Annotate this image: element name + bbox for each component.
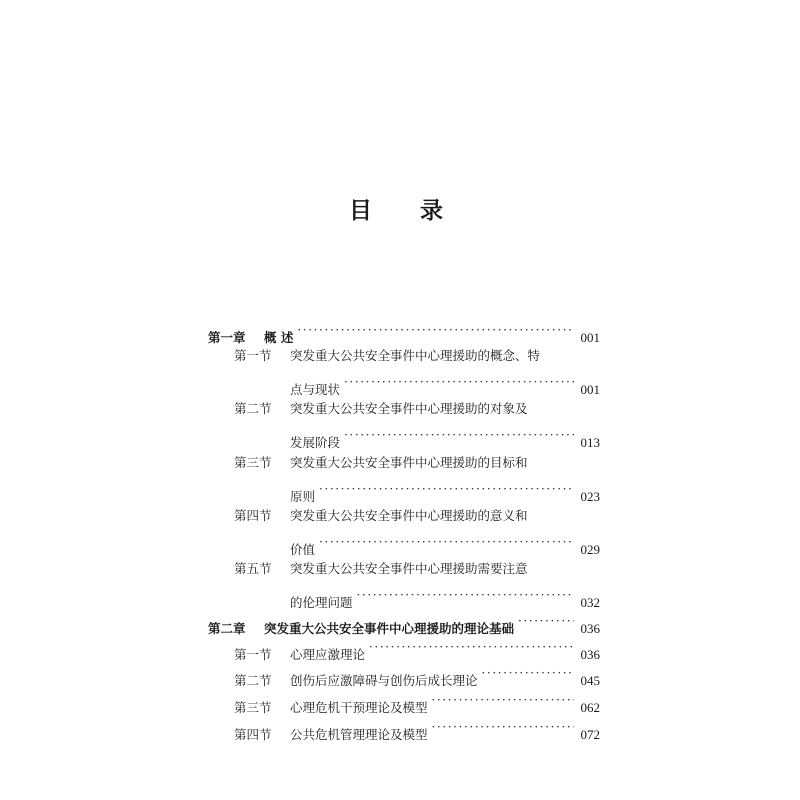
leader-dots [518,609,574,633]
page-number: 036 [580,621,600,636]
section-title-cont: 原则 [290,489,316,504]
leader-dots [297,318,574,342]
section-label: 第四节 [234,727,272,742]
toc-section-1-5[interactable] [208,557,600,581]
page-number: 045 [580,673,600,688]
toc-section-1-1[interactable] [208,344,600,368]
section-title-cont: 价值 [290,542,316,557]
toc-section-2-4[interactable] [208,715,600,742]
toc-chapter-1[interactable] [208,318,600,345]
toc-section-1-1-cont[interactable] [208,370,600,397]
section-title-cont: 点与现状 [290,382,341,397]
section-title: 创伤后应激障碍与创伤后成长理论 [290,673,478,688]
page-number: 072 [580,727,600,742]
toc-section-2-3[interactable] [208,688,600,715]
page-number: 001 [580,330,600,345]
toc-chapter-2[interactable] [208,609,600,636]
section-title: 突发重大公共安全事件中心理援助的目标和 [290,455,528,470]
section-title: 突发重大公共安全事件中心理援助的意义和 [290,508,528,523]
toc-section-1-5-cont[interactable] [208,583,600,610]
section-label: 第一节 [234,348,272,363]
page-number: 062 [580,700,600,715]
page-number: 023 [580,489,600,504]
leader-dots [344,370,574,394]
toc-section-1-4[interactable] [208,504,600,528]
section-title: 突发重大公共安全事件中心理援助的概念、特 [290,348,541,363]
leader-dots [432,715,574,739]
leader-dots [319,530,574,554]
page-title: 目 录 [348,198,463,224]
page-number: 036 [580,647,600,662]
leader-dots [344,423,574,447]
section-label: 第一节 [234,647,272,662]
toc-section-1-3[interactable] [208,451,600,475]
section-title: 公共危机管理理论及模型 [290,727,428,742]
section-label: 第二节 [234,673,272,688]
toc-section-1-2-cont[interactable] [208,423,600,450]
section-label: 第三节 [234,455,272,470]
leader-dots [369,635,574,659]
chapter-title: 概 述 [264,330,294,345]
page-number: 032 [580,595,600,610]
toc-section-1-4-cont[interactable] [208,530,600,557]
section-title: 突发重大公共安全事件中心理援助的对象及 [290,401,528,416]
section-label: 第三节 [234,700,272,715]
leader-dots [319,477,574,501]
toc-section-2-2[interactable] [208,661,600,688]
section-label: 第二节 [234,401,272,416]
leader-dots [482,661,574,685]
section-label: 第五节 [234,561,272,576]
chapter-title: 突发重大公共安全事件中心理援助的理论基础 [264,621,515,636]
toc-section-1-2[interactable] [208,397,600,421]
section-title: 心理危机干预理论及模型 [290,700,428,715]
toc-section-1-3-cont[interactable] [208,477,600,504]
section-label: 第四节 [234,508,272,523]
chapter-label: 第一章 [208,330,246,345]
leader-dots [432,688,574,712]
page-number: 013 [580,435,600,450]
leader-dots [357,583,574,607]
section-title: 突发重大公共安全事件中心理援助需要注意 [290,561,528,576]
page-number: 001 [580,382,600,397]
toc-section-2-1[interactable] [208,635,600,662]
section-title-cont: 的伦理问题 [290,595,353,610]
section-title: 心理应激理论 [290,647,366,662]
page-number: 029 [580,542,600,557]
section-title-cont: 发展阶段 [290,435,341,450]
chapter-label: 第二章 [208,621,246,636]
